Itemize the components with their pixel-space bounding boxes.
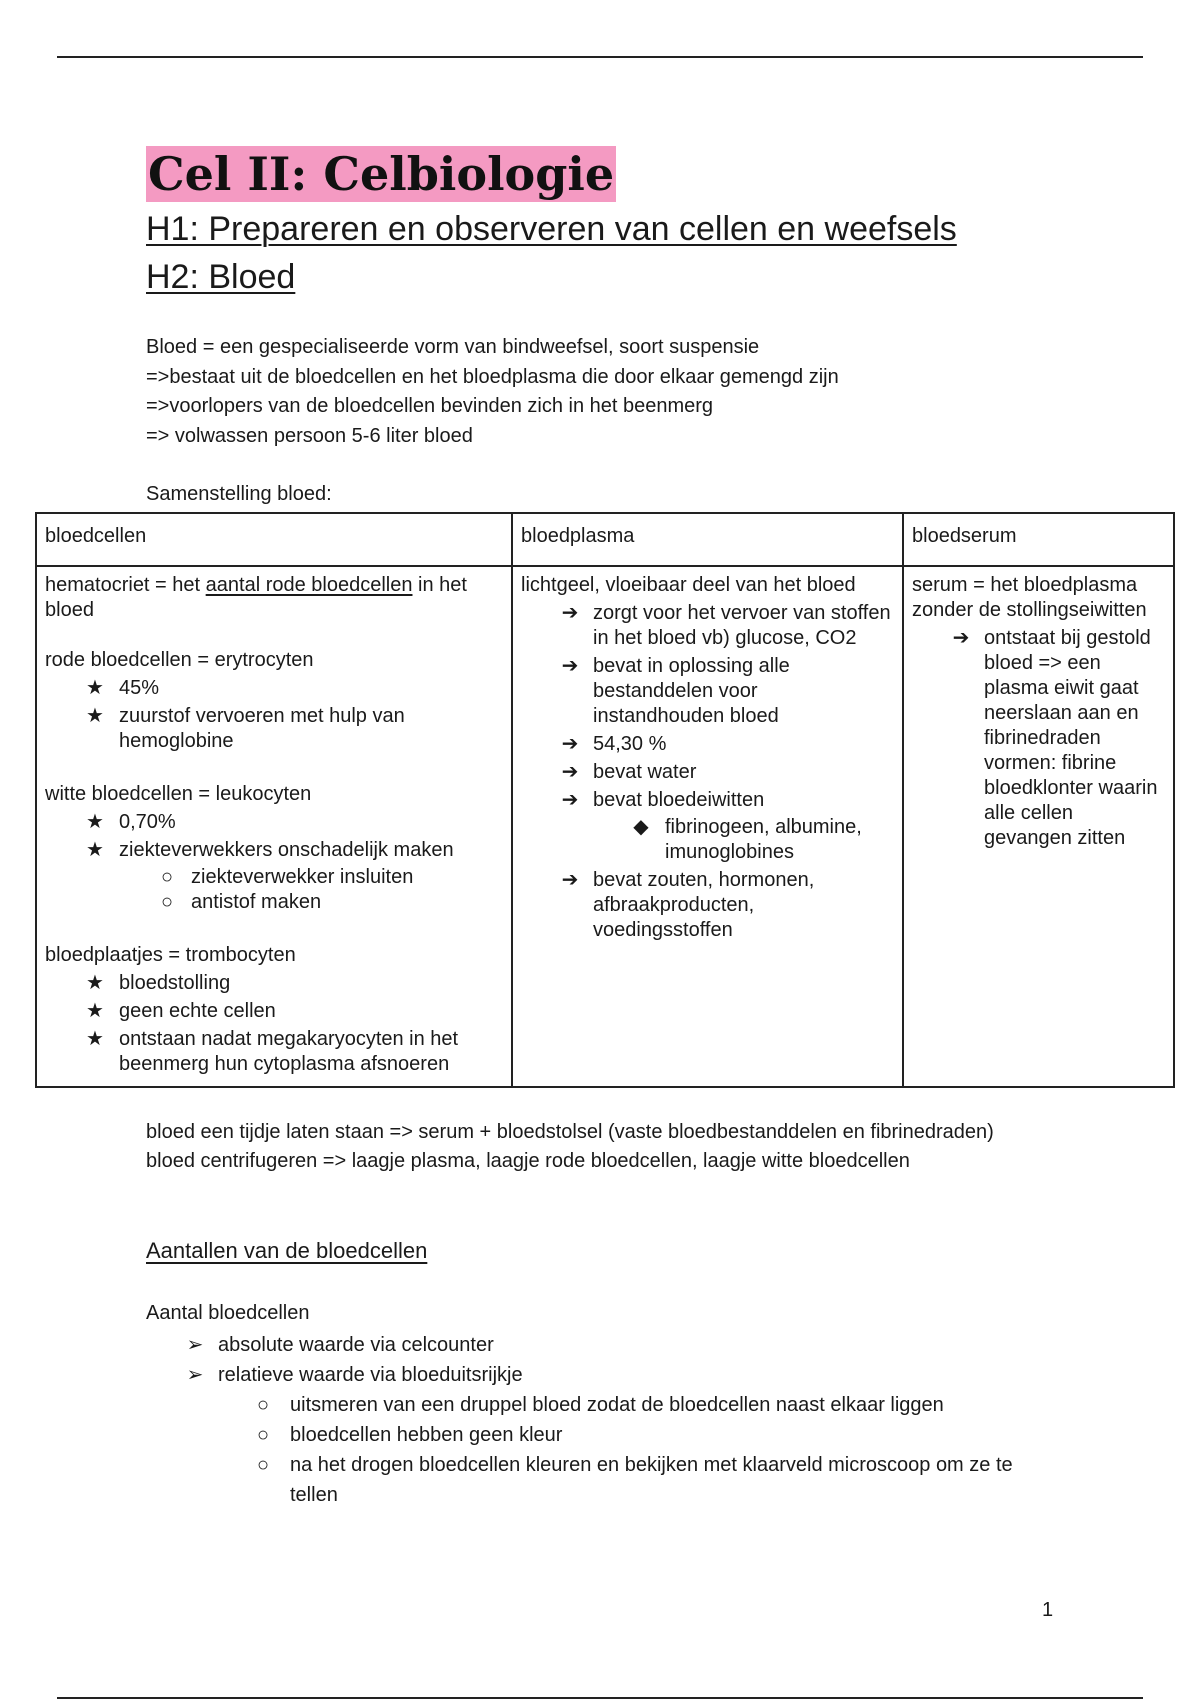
intro-line: =>bestaat uit de bloedcellen en het bloedplasma die door elkaar gemengd zijn [146,365,839,388]
table-body-row [36,566,1174,1087]
page-title: Cel II: Celbiologie [148,147,615,201]
star-icon: ★ [86,677,104,699]
list-item: ★ bloedstolling [45,971,503,996]
table-header-row [36,513,1174,566]
list-item: ★ 0,70% [45,810,503,835]
star-icon: ★ [86,839,104,861]
list-item: ➔ 54,30 % [521,732,894,757]
arrowhead-bullet-icon: ➢ [186,1334,204,1356]
list-item: ➔ ontstaat bij gestold bloed => een plasma eiwit gaat neerslaan aan en fibrinedraden vormen: fibrine bloedklonter waarin alle cellen gevangen zitten [912,626,1165,851]
circle-bullet-icon: ○ [256,1454,270,1476]
page-number: 1 [1042,1599,1054,1621]
header-bloedcellen: bloedcellen [36,513,512,566]
list-item: ★ zuurstof vervoeren met hulp van hemoglobine [45,704,503,754]
section-heading-aantallen: Aantallen van de bloedcellen [146,1238,428,1263]
paragraph-line: bloed centrifugeren => laagje plasma, laagje rode bloedcellen, laagje witte bloedcellen [146,1150,910,1172]
intro-line: => volwassen persoon 5-6 liter bloed [146,424,473,447]
cell-bloedserum [903,566,1174,1087]
header-bloedplasma: bloedplasma [512,513,903,566]
intro-paragraph [146,333,839,451]
list-item: ★ ontstaan nadat megakaryocyten in het beenmerg hun cytoplasma afsnoeren [45,1027,503,1077]
circle-bullet-icon: ○ [160,866,174,888]
bloedplasma-intro: lichtgeel, vloeibaar deel van het bloed [521,574,856,596]
arrow-right-icon: ➔ [561,789,579,811]
arrow-right-icon: ➔ [561,761,579,783]
witte-bloedcellen-list [45,810,503,915]
aantal-list [146,1330,1060,1510]
arrow-right-icon: ➔ [561,602,579,624]
arrow-right-icon: ➔ [561,869,579,891]
arrow-right-icon: ➔ [952,627,970,649]
bloedplaatjes-title: bloedplaatjes = trombocyten [45,944,296,966]
witte-bloedcellen-title: witte bloedcellen = leukocyten [45,783,312,805]
circle-bullet-icon: ○ [256,1424,270,1446]
blood-composition-table [35,512,1175,1088]
intro-line: Bloed = een gespecialiseerde vorm van bindweefsel, soort suspensie [146,336,760,358]
star-icon: ★ [86,705,104,727]
list-item: ➔ bevat zouten, hormonen, afbraakproducten, voedingsstoffen [521,868,894,943]
circle-bullet-icon: ○ [256,1394,270,1416]
samenstelling-label: Samenstelling bloed: [146,483,332,505]
list-item: ○ uitsmeren van een druppel bloed zodat de bloedcellen naast elkaar liggen [218,1390,1060,1420]
paragraph-line: bloed een tijdje laten staan => serum + bloedstolsel (vaste bloedbestanddelen en fibrinedraden) [146,1121,994,1143]
star-icon: ★ [86,1028,104,1050]
heading-h1: H1: Prepareren en observeren van cellen en weefsels [146,210,957,248]
rode-bloedcellen-title: rode bloedcellen = erytrocyten [45,649,314,671]
witte-sub-list [119,865,503,915]
list-item: ○ bloedcellen hebben geen kleur [218,1420,1060,1450]
hematocriet-definition: hematocriet = het aantal rode bloedcellen in het bloed [45,574,467,621]
list-item: ◆ fibrinogeen, albumine, imunoglobines [593,815,894,865]
arrow-right-icon: ➔ [561,733,579,755]
rode-bloedcellen-list [45,676,503,754]
bloeduitstrijkje-sub-list [218,1390,1060,1510]
bloedserum-intro: serum = het bloedplasma zonder de stollingseiwitten [912,574,1147,621]
list-item: ➔ bevat bloedeiwitten ◆ fibrinogeen, albumine, imunoglobines [521,788,894,865]
aantal-label: Aantal bloedcellen [146,1302,310,1324]
underlined-term: aantal rode bloedcellen [205,574,413,596]
bottom-rule [57,1697,1143,1699]
list-item: ○ na het drogen bloedcellen kleuren en bekijken met klaarveld microscoop om ze te tellen [218,1450,1060,1510]
bloedeiwitten-sub-list [593,815,894,865]
intro-line: =>voorlopers van de bloedcellen bevinden zich in het beenmerg [146,395,714,417]
heading-h2: H2: Bloed [146,258,296,296]
list-item: ➢ relatieve waarde via bloeduitsrijkje ○ uitsmeren van een druppel bloed zodat de bloedcellen naast elkaar liggen ○ bloedcellen hebben geen kleur ○ na het drogen bloedcellen kleuren en bekijken met klaarveld microscoop om ze te tellen [146,1360,1060,1510]
top-rule [57,56,1143,58]
list-item: ➔ bevat water [521,760,894,785]
cell-bloedcellen [36,566,512,1087]
star-icon: ★ [86,1000,104,1022]
list-item: ★ geen echte cellen [45,999,503,1024]
arrow-right-icon: ➔ [561,655,579,677]
header-bloedserum: bloedserum [903,513,1174,566]
star-icon: ★ [86,811,104,833]
aantal-section [146,1298,1060,1510]
list-item: ➔ bevat in oplossing alle bestanddelen voor instandhouden bloed [521,654,894,729]
list-item: ★ 45% [45,676,503,701]
list-item: ➢ absolute waarde via celcounter [146,1330,1060,1360]
list-item: ○ ziekteverwekker insluiten [119,865,503,890]
bloedserum-list [912,626,1165,851]
bloedplaatjes-list [45,971,503,1077]
list-item: ➔ zorgt voor het vervoer van stoffen in het bloed vb) glucose, CO2 [521,601,894,651]
circle-bullet-icon: ○ [160,891,174,913]
cell-bloedplasma [512,566,903,1087]
list-item: ○ antistof maken [119,890,503,915]
bloedplasma-list [521,601,894,943]
list-item: ★ ziekteverwekkers onschadelijk maken ○ ziekteverwekker insluiten ○ antistof maken [45,838,503,915]
after-table-paragraph [146,1118,1016,1176]
diamond-bullet-icon: ◆ [633,816,649,838]
arrowhead-bullet-icon: ➢ [186,1364,204,1386]
star-icon: ★ [86,972,104,994]
